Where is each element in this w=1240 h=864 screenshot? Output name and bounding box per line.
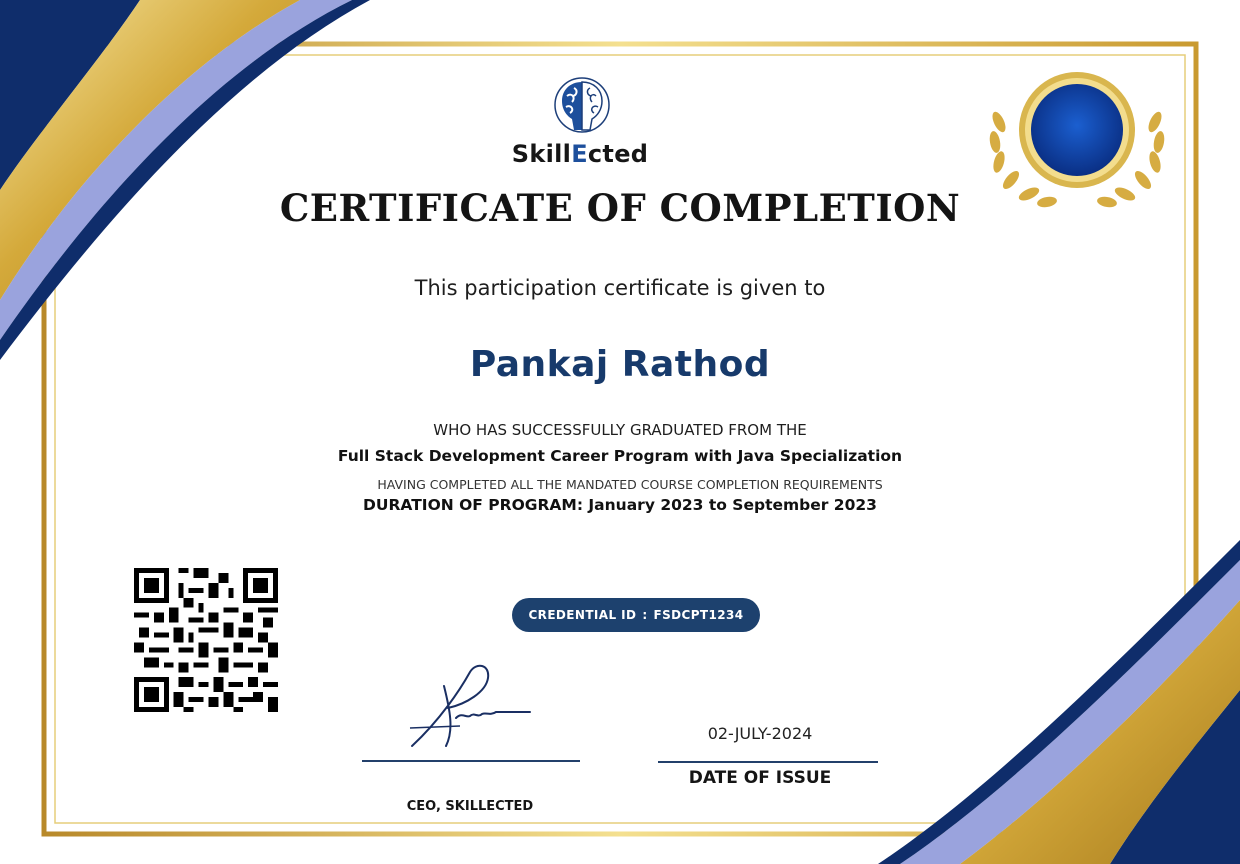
brand-name: SkillEcted: [511, 140, 649, 168]
credential-badge: [512, 598, 760, 632]
date-line: [658, 761, 878, 763]
signature-image: [400, 660, 540, 752]
brain-icon: [552, 74, 612, 136]
credential-separator: :: [642, 608, 648, 622]
signatory-title: CEO, SKILLECTED: [406, 799, 534, 814]
certificate-title: CERTIFICATE OF COMPLETION: [279, 186, 961, 230]
qr-code-icon: [134, 568, 278, 712]
program-duration: DURATION OF PROGRAM: January 2023 to September 2023: [363, 496, 877, 514]
program-name: Full Stack Development Career Program with Java Specialization: [337, 447, 903, 465]
date-of-issue-label: DATE OF ISSUE: [688, 768, 832, 788]
credential-label: CREDENTIAL ID: [528, 608, 637, 622]
issue-date: 02-JULY-2024: [707, 724, 813, 743]
credential-value: FSDCPT1234: [653, 608, 744, 622]
recipient-name: Pankaj Rathod: [469, 344, 771, 385]
given-to-text: This participation certificate is given to: [414, 276, 826, 300]
requirements-text: HAVING COMPLETED ALL THE MANDATED COURSE COMPLETION REQUIREMENTS: [377, 477, 883, 492]
signature-line: [362, 760, 580, 762]
graduated-text: WHO HAS SUCCESSFULLY GRADUATED FROM THE: [433, 421, 807, 439]
